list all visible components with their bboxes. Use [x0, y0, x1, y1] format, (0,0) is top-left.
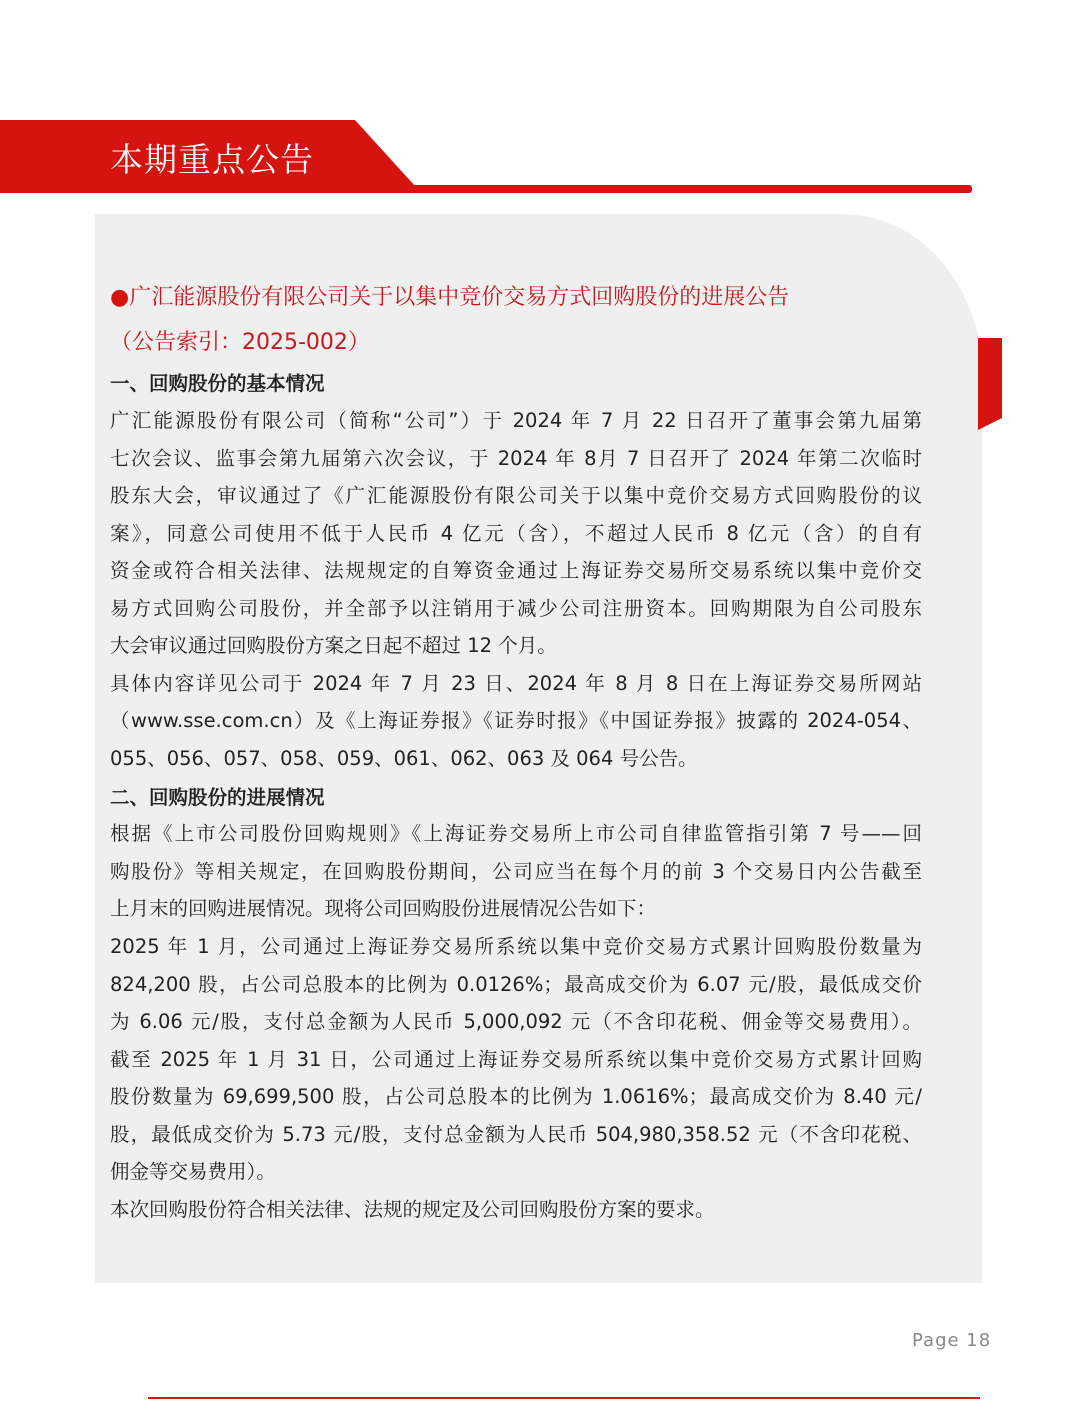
body-line: 购股份》等相关规定，在回购股份期间，公司应当在每个月的前 3 个交易日内公告截至: [110, 860, 922, 883]
body-line: 七次会议、监事会第九届第六次会议，于 2024 年 8月 7 日召开了 2024 年第二次临时: [110, 447, 922, 470]
bullet-icon: ●: [110, 285, 130, 310]
body-line: 055、056、057、058、059、061、062、063 及 064 号公告。: [110, 747, 698, 770]
body-line: 广汇能源股份有限公司（简称“公司”）于 2024 年 7 月 22 日召开了董事会第九届第: [110, 409, 922, 432]
body-line: 截至 2025 年 1 月 31 日，公司通过上海证券交易所系统以集中竞价交易方式累计回购: [110, 1048, 922, 1071]
body-line: 大会审议通过回购股份方案之日起不超过 12 个月。: [110, 634, 557, 657]
section2-heading: 二、回购股份的进展情况: [110, 786, 325, 809]
body-line: 股，最低成交价为 5.73 元/股，支付总金额为人民币 504,980,358.52 元（不含印花税、: [110, 1123, 922, 1146]
announcement-title: [110, 286, 922, 310]
body-line: 2025 年 1 月，公司通过上海证券交易所系统以集中竞价交易方式累计回购股份数量为: [110, 935, 922, 958]
body-line: 资金或符合相关法律、法规规定的自筹资金通过上海证券交易所交易系统以集中竞价交: [110, 559, 922, 582]
body-line: （www.sse.com.cn）及《上海证券报》《证券时报》《中国证券报》披露的 2024-054、: [110, 709, 922, 732]
side-tab-decoration: [978, 338, 1002, 430]
body-line: 案》，同意公司使用不低于人民币 4 亿元（含），不超过人民币 8 亿元（含）的自有: [110, 522, 922, 545]
body-line: 佣金等交易费用）。: [110, 1160, 276, 1183]
body-line: 易方式回购公司股份，并全部予以注销用于减少公司注册资本。回购期限为自公司股东: [110, 597, 922, 620]
body-line: 具体内容详见公司于 2024 年 7 月 23 日、2024 年 8 月 8 日在上海证券交易所网站: [110, 672, 922, 695]
section-title: 本期重点公告: [110, 140, 314, 179]
footer-divider: [148, 1397, 980, 1399]
body-line: 本次回购股份符合相关法律、法规的规定及公司回购股份方案的要求。: [110, 1198, 715, 1221]
body-line: 上月末的回购进展情况。现将公司回购股份进展情况公告如下：: [110, 897, 657, 920]
page-number: Page 18: [912, 1330, 992, 1351]
body-line: 股份数量为 69,699,500 股，占公司总股本的比例为 1.0616%；最高成交价为 8.40 元/: [110, 1085, 922, 1108]
title-text: 广汇能源股份有限公司关于以集中竞价交易方式回购股份的进展公告: [129, 285, 790, 310]
section1-heading: 一、回购股份的基本情况: [110, 372, 325, 395]
body-line: 为 6.06 元/股，支付总金额为人民币 5,000,092 元（不含印花税、佣金等交易费用）。: [110, 1010, 922, 1033]
body-line: 根据《上市公司股份回购规则》《上海证券交易所上市公司自律监管指引第 7 号——回: [110, 822, 922, 845]
header-divider: [0, 185, 972, 193]
body-line: 824,200 股，占公司总股本的比例为 0.0126%；最高成交价为 6.07 元/股，最低成交价: [110, 973, 922, 996]
announcement-index: （公告索引：2025-002）: [110, 330, 370, 355]
body-line: 股东大会，审议通过了《广汇能源股份有限公司关于以集中竞价交易方式回购股份的议: [110, 484, 922, 507]
